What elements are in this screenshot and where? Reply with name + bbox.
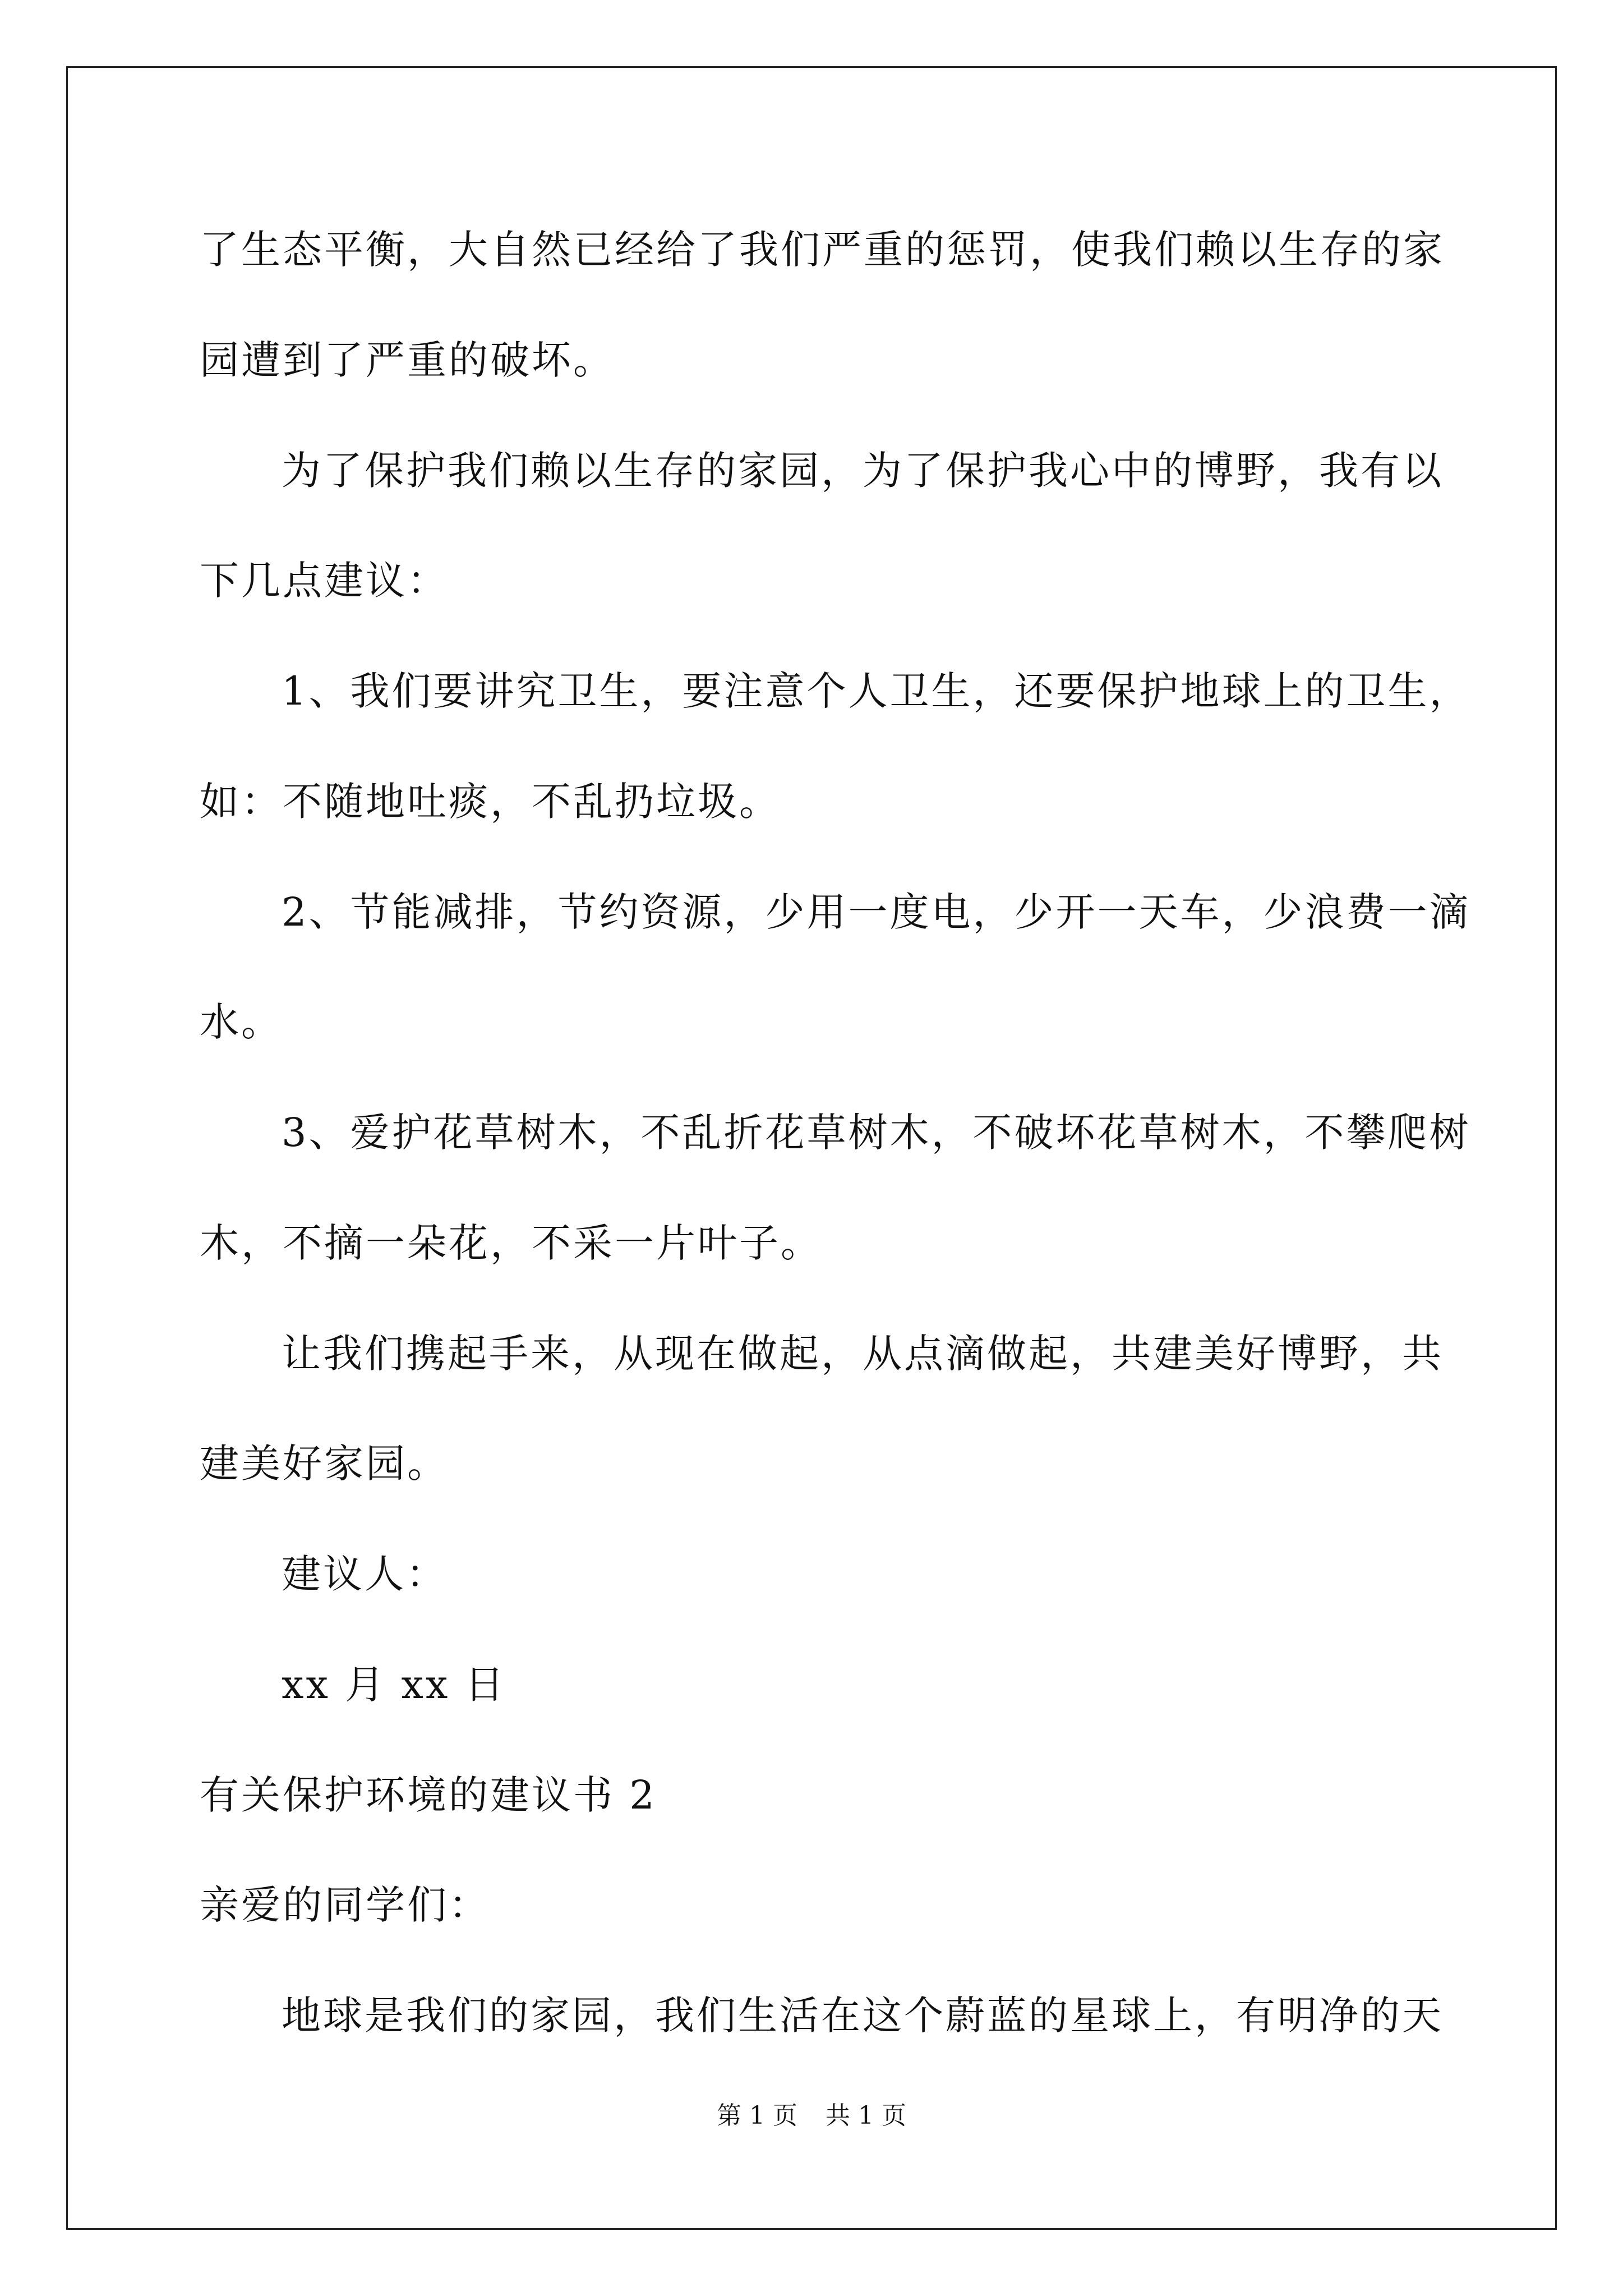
body-line-17: 地球是我们的家园，我们生活在这个蔚蓝的星球上，有明净的天 (282, 1993, 1444, 2039)
suggestion-3-line-2: 木，不摘一朵花，不采一片叶子。 (200, 1220, 822, 1266)
body-line-4: 下几点建议： (200, 558, 449, 604)
paragraph-start-line: 为了保护我们赖以生存的家园，为了保护我心中的博野，我有以 (282, 448, 1444, 494)
suggestion-2-line-2: 水。 (200, 999, 283, 1045)
suggestion-3-line-1: 3、爱护花草树木，不乱折花草树木，不破坏花草树木，不攀爬树 (282, 1110, 1471, 1156)
section-title: 有关保护环境的建议书 2 (200, 1772, 657, 1818)
body-line-1: 了生态平衡，大自然已经给了我们严重的惩罚，使我们赖以生存的家 (200, 227, 1445, 273)
suggestion-1-line-1: 1、我们要讲究卫生，要注意个人卫生，还要保护地球上的卫生， (282, 668, 1471, 714)
suggestion-2-line-1: 2、节能减排，节约资源，少用一度电，少开一天车，少浪费一滴 (282, 889, 1471, 935)
page-number-current: 第 1 页 (717, 2101, 797, 2130)
body-line-2: 园遭到了严重的破坏。 (200, 337, 615, 383)
salutation: 亲爱的同学们： (200, 1882, 490, 1928)
date-line: xx 月 xx 日 (282, 1662, 506, 1708)
page-number-total: 共 1 页 (826, 2101, 906, 2130)
signature-label: 建议人： (282, 1551, 448, 1597)
closing-line-1: 让我们携起手来，从现在做起，从点滴做起，共建美好博野，共 (282, 1331, 1444, 1377)
page-footer (0, 2099, 1623, 2133)
suggestion-1-line-2: 如：不随地吐痰，不乱扔垃圾。 (200, 779, 781, 825)
closing-line-2: 建美好家园。 (200, 1441, 449, 1487)
